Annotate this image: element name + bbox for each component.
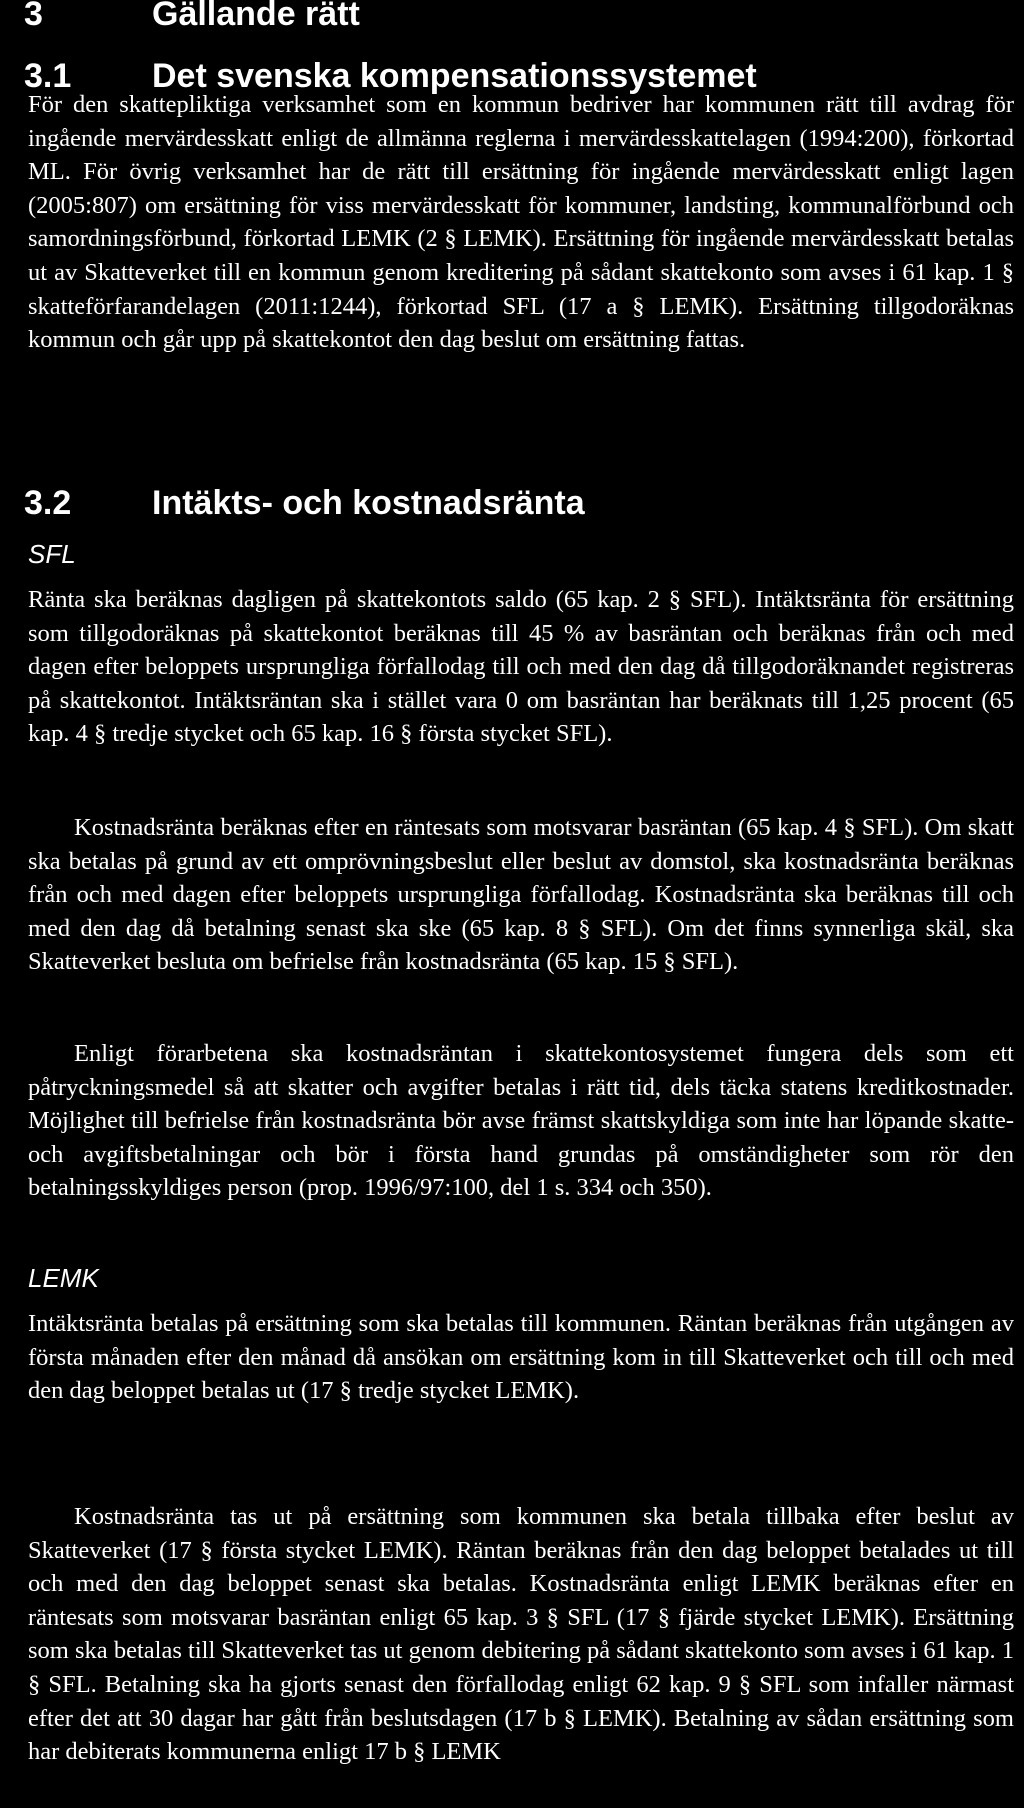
subheading-lemk: LEMK — [28, 1263, 99, 1293]
paragraph-sfl-forarbeten: Enligt förarbetena ska kostnadsräntan i skattekontosystemet fungera dels som ett påtryckningsmedel så att skatter och avgifter betalas i rätt tid, dels täcka statens kreditkostnader. Möjlighet till befrielse från kostnadsränta bör avse främst skattskyldiga som inte har löpande skatte- och avgiftsbetalningar och bör i första hand grundas på omständigheter som rör den betalningsskyldiges person (prop. 1996/97:100, del 1 s. 334 och 350). — [28, 1040, 1014, 1202]
section-title: Gällande rätt — [152, 0, 360, 33]
section-title: Det svenska kompensationssystemet — [152, 57, 757, 95]
paragraph-lemk-intaktsranta: Intäktsränta betalas på ersättning som ska betalas till kommunen. Räntan beräknas från utgången av första månaden efter den månad då ansökan om ersättning kom in till Skatteverket och till och med den dag beloppet betalas ut (17 § tredje stycket LEMK). — [28, 1310, 1014, 1405]
paragraph-lemk-kostnadsranta: Kostnadsränta tas ut på ersättning som kommunen ska betala tillbaka efter beslut av Skatteverket (17 § första stycket LEMK). Räntan beräknas från den dag beloppet betalades ut till och med den dag beloppet senast ska betalas. Kostnadsränta enligt LEMK beräknas efter en räntesats som motsvarar basräntan enligt 65 kap. 3 § SFL (17 § fjärde stycket LEMK). Ersättning som ska betalas till Skatteverket tas ut genom debitering på sådant skattekonto som avses i 61 kap. 1 § SFL. Betalning ska ha gjorts senast den förfallodag enligt 62 kap. 9 § SFL som infaller närmast efter det att 30 dagar har gått från beslutsdagen (17 b § LEMK). Betalning av sådan ersättning som har debiterats kommunerna enligt 17 b § LEMK — [28, 1503, 1014, 1766]
subheading-sfl: SFL — [28, 539, 76, 569]
paragraph-sfl-kostnadsranta: Kostnadsränta beräknas efter en räntesats som motsvarar basräntan (65 kap. 4 § SFL). Om skatt ska betalas på grund av ett omprövningsbeslut eller beslut av domstol, ska kostnadsränta beräknas från och med dagen efter beloppets ursprungliga förfallodag. Kostnadsränta ska beräknas till och med den dag då betalning senast ska ske (65 kap. 8 § SFL). Om det finns synnerliga skäl, ska Skatteverket besluta om befrielse från kostnadsränta (65 kap. 15 § SFL). — [28, 814, 1014, 976]
section-title: Intäkts- och kostnadsränta — [152, 484, 585, 522]
paragraph-sfl-ranta: Ränta ska beräknas dagligen på skattekontots saldo (65 kap. 2 § SFL). Intäktsränta för ersättning som tillgodoräknas på skattekontot beräknas till 45 % av basräntan och beräknas från och med dagen efter beloppets ursprungliga förfallodag till och med den dag då tillgodoräknandet registreras på skattekontot. Intäktsräntan ska i stället vara 0 om basräntan har beräknats till 1,25 procent (65 kap. 4 § tredje stycket och 65 kap. 16 § första stycket SFL). — [28, 586, 1014, 748]
section-number: 3.2 — [24, 484, 72, 522]
section-number: 3 — [24, 0, 43, 33]
paragraph-kompensationssystemet: För den skattepliktiga verksamhet som en kommun bedriver har kommunen rätt till avdrag för ingående mervärdesskatt enligt de allmänna reglerna i mervärdesskattelagen (1994:200), förkortad ML. För övrig verksamhet har de rätt till ersättning för ingående mervärdesskatt enligt lagen (2005:807) om ersättning för viss mervärdesskatt för kommuner, landsting, kommunalförbund och samordningsförbund, förkortad LEMK (2 § LEMK). Ersättning för ingående mervärdesskatt betalas ut av Skatteverket till en kommun genom kreditering på sådant skattekonto som avses i 61 kap. 1 § skatteförfarandelagen (2011:1244), förkortad SFL (17 a § LEMK). Ersättning tillgodoräknas kommun och går upp på skattekontot den dag beslut om ersättning fattas. — [28, 91, 1014, 354]
section-number: 3.1 — [24, 57, 72, 95]
